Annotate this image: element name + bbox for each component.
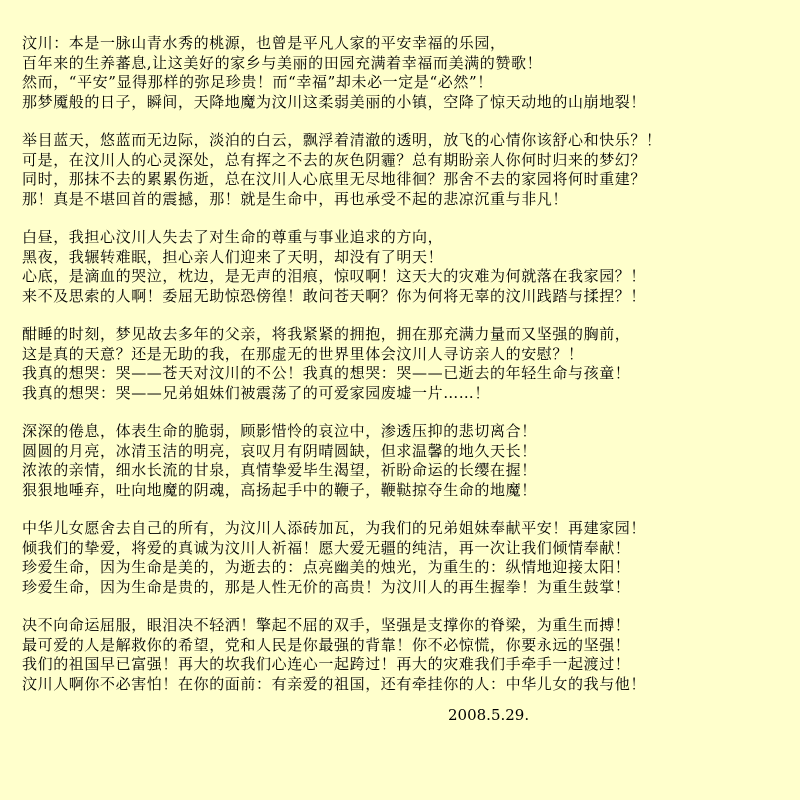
- stanza-3: [22, 228, 792, 306]
- poem-line: 我们的祖国早已富强！再大的坎我们心连心一起跨过！再大的灾难我们手牵手一起渡过！: [22, 655, 631, 673]
- poem-line: 我真的想哭：哭——苍天对汶川的不公！我真的想哭：哭——已逝去的年轻生命与孩童！: [22, 364, 631, 382]
- poem-line: 这是真的天意？还是无助的我，在那虚无的世界里体会汶川人寻访亲人的安慰？！: [22, 344, 584, 363]
- poem-line: 百年来的生养蕃息,让这美好的家乡与美丽的田园充满着幸福而美满的赞歌！: [22, 53, 543, 72]
- poem-line: 决不向命运屈服，眼泪决不轻洒！擎起不屈的双手，坚强是支撑你的脊梁，为重生而搏！: [22, 616, 631, 634]
- poem-line: 我真的想哭：哭——兄弟姐妹们被震荡了的可爱家园废墟一片……！: [22, 383, 491, 402]
- stanza-2: [22, 131, 792, 209]
- stanza-6: [22, 519, 792, 597]
- poem-line: 那！真是不堪回首的震撼，那！就是生命中，再也承受不起的悲凉沉重与非凡！: [22, 189, 569, 208]
- poem-line: 可是，在汶川人的心灵深处，总有挥之不去的灰色阴霾？总有期盼亲人你何时归来的梦幻？: [22, 150, 647, 169]
- poem-line: 珍爱生命，因为生命是美的，为逝去的：点亮幽美的烛光，为重生的：纵情地迎接太阳！: [22, 558, 631, 576]
- poem-line: 汶川：本是一脉山青水秀的桃源，也曾是平凡人家的平安幸福的乐园，: [22, 34, 506, 52]
- poem-line: 酣睡的时刻，梦见故去多年的父亲，将我紧紧的拥抱，拥在那充满力量而又坚强的胸前，: [22, 325, 631, 343]
- poem-line: 倾我们的挚爱，将爱的真诚为汶川人祈福！愿大爱无疆的纯洁，再一次让我们倾情奉献！: [22, 538, 631, 557]
- poem-line: 同时，那抹不去的累累伤逝，总在汶川人心底里无尽地徘徊？那舍不去的家园将何时重建？: [22, 170, 647, 188]
- poem-line: 举目蓝天，悠蓝而无边际，淡泊的白云，飘浮着清澈的透明，放飞的心情你该舒心和快乐？！: [22, 131, 662, 149]
- poem-body: [22, 34, 792, 713]
- stanza-7: [22, 616, 792, 694]
- poem-line: 汶川人啊你不必害怕！在你的面前：有亲爱的祖国，还有牵挂你的人：中华儿女的我与他！: [22, 674, 647, 693]
- poem-line: 狠狠地唾弃，吐向地魔的阴魂，高扬起手中的鞭子，鞭鞑掠夺生命的地魔！: [22, 480, 537, 499]
- poem-line: 珍爱生命，因为生命是贵的，那是人性无价的高贵！为汶川人的再生握拳！为重生鼓掌！: [22, 577, 631, 596]
- poem-line: 浓浓的亲情，细水长流的甘泉，真情挚爱毕生渴望，祈盼命运的长缨在握！: [22, 461, 537, 479]
- poem-line: 圆圆的月亮，冰清玉洁的明亮，哀叹月有阴晴圆缺，但求温馨的地久天长！: [22, 441, 537, 460]
- stanza-5: [22, 422, 792, 500]
- poem-line: 深深的倦息，体表生命的脆弱，顾影惜怜的哀泣中，渗透压抑的悲切离合！: [22, 422, 537, 440]
- poem-line: 来不及思索的人啊！委屈无助惊恐傍徨！敢问苍天啊？你为何将无辜的汶川践踏与揉捏？！: [22, 286, 647, 305]
- poem-date: 2008.5.29.: [448, 706, 530, 724]
- poem-line: 黑夜，我辗转难眠，担心亲人们迎来了天明，却没有了明天！: [22, 247, 444, 266]
- poem-line: 最可爱的人是解救你的希望，党和人民是你最强的背靠！你不必惊慌，你要永远的坚强！: [22, 635, 631, 654]
- stanza-1: [22, 34, 792, 112]
- poem-line: 白昼，我担心汶川人失去了对生命的尊重与事业追求的方向，: [22, 228, 444, 246]
- poem-line: 然而，“平安”显得那样的弥足珍贵！而“幸福”却未必一定是“必然”！: [22, 73, 493, 91]
- poem-line: 心底，是滴血的哭泣，枕边，是无声的泪痕，惊叹啊！这天大的灾难为何就落在我家园？！: [22, 267, 647, 285]
- stanza-4: [22, 325, 792, 403]
- poem-line: 那梦魇般的日子，瞬间，天降地魔为汶川这柔弱美丽的小镇，空降了惊天动地的山崩地裂！: [22, 92, 647, 111]
- poem-line: 中华儿女愿舍去自己的所有，为汶川人添砖加瓦，为我们的兄弟姐妹奉献平安！再建家园！: [22, 519, 647, 537]
